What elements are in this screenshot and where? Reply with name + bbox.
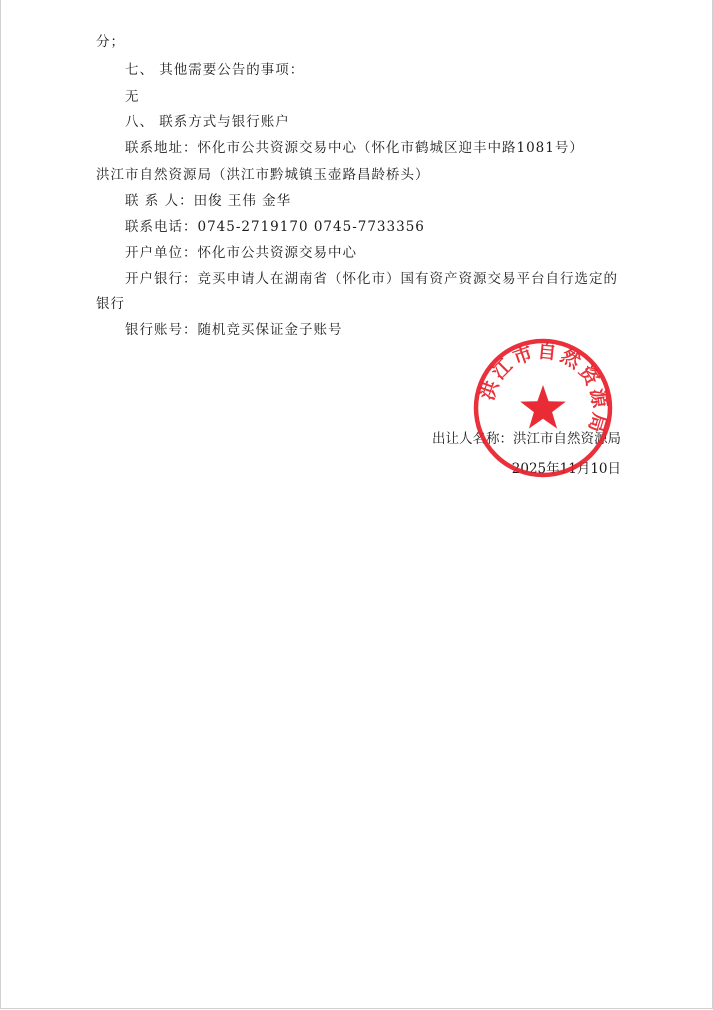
account-number: 银行账号：随机竞买保证金子账号 <box>125 322 343 338</box>
account-unit: 开户单位：怀化市公共资源交易中心 <box>125 245 357 261</box>
text-line: 分； <box>96 34 125 50</box>
section-heading-other-matters: 七、 其他需要公告的事项： <box>125 62 305 78</box>
official-seal <box>472 337 614 479</box>
star-icon <box>520 385 566 429</box>
text-line: 银行 <box>96 296 125 312</box>
contact-phone: 联系电话：0745-2719170 0745-7733356 <box>125 219 425 235</box>
issuer-name: 出让人名称：洪江市自然资源局 <box>432 431 621 447</box>
issue-date: 2025年11月10日 <box>511 461 621 477</box>
account-bank: 开户银行：竞买申请人在湖南省（怀化市）国有资产资源交易平台自行选定的 <box>125 271 618 287</box>
section-heading-contact: 八、 联系方式与银行账户 <box>125 114 290 130</box>
contact-address: 联系地址：怀化市公共资源交易中心（怀化市鹤城区迎丰中路1081号） <box>125 140 584 156</box>
seal-text: 洪江市自然资源局 <box>476 340 611 438</box>
contact-person: 联 系 人：田俊 王伟 金华 <box>125 193 292 209</box>
contact-address-2: 洪江市自然资源局（洪江市黔城镇玉壶路昌龄桥头） <box>96 167 430 183</box>
text-line: 无 <box>125 89 140 105</box>
